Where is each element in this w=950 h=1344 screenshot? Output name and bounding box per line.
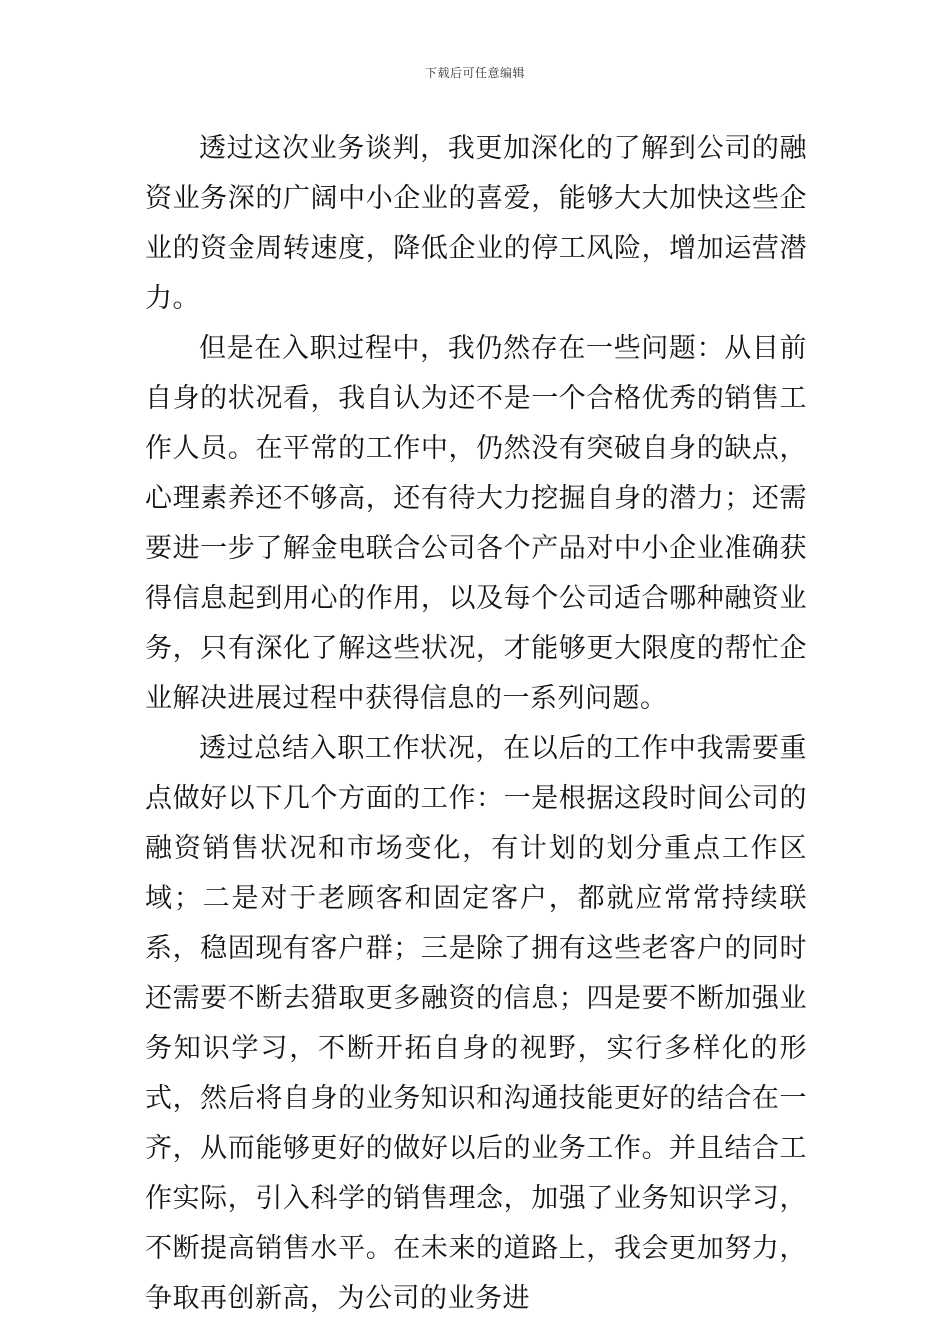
paragraph-3: 透过总结入职工作状况，在以后的工作中我需要重点做好以下几个方面的工作：一是根据这段时间公司的融资销售状况和市场变化，有计划的划分重点工作区域；二是对于老顾客和固定客户，都就应常常持续联系，稳固现有客户群；三是除了拥有这些老客户的同时还需要不断去猎取更多融资的信息；四是要不断加强业务知识学习，不断开拓自身的视野，实行多样化的形式，然后将自身的业务知识和沟通技能更好的结合在一齐，从而能够更好的做好以后的业务工作。并且结合工作实际，引入科学的销售理念，加强了业务知识学习，不断提高销售水平。在未来的道路上，我会更加努力，争取再创新高，为公司的业务进 — [145, 733, 807, 1314]
header-note: 下载后可任意编辑 — [424, 66, 525, 80]
paragraph-1: 透过这次业务谈判，我更加深化的了解到公司的融资业务深的广阔中小企业的喜爱，能够大大加快这些企业的资金周转速度，降低企业的停工风险，增加运营潜力。 — [145, 133, 807, 314]
paragraph-2: 但是在入职过程中，我仍然存在一些问题：从目前自身的状况看，我自认为还不是一个合格优秀的销售工作人员。在平常的工作中，仍然没有突破自身的缺点，心理素养还不够高，还有待大力挖掘自身的潜力；还需要进一步了解金电联合公司各个产品对中小企业准确获得信息起到用心的作用，以及每个公司适合哪种融资业务，只有深化了解这些状况，才能够更大限度的帮忙企业解决进展过程中获得信息的一系列问题。 — [145, 333, 807, 714]
document-body — [145, 124, 807, 1324]
